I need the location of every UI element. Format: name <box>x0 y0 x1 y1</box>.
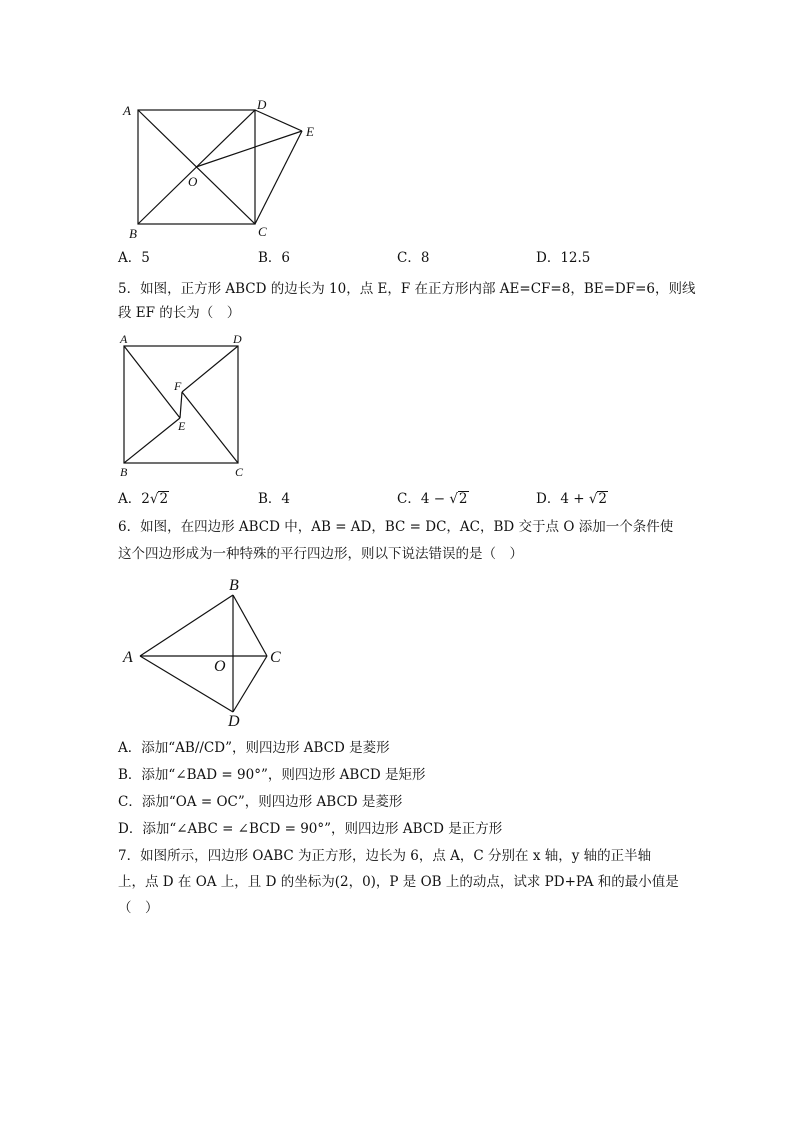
label-b: B <box>120 465 128 479</box>
figure-q4 <box>0 0 794 250</box>
label-b: B <box>229 577 239 594</box>
q6-option-c[interactable]: C．添加“OA = OC”，则四边形 ABCD 是菱形 <box>118 794 403 810</box>
q7-stem-line1: 7．如图所示，四边形 OABC 为正方形，边长为 6，点 A，C 分别在 x 轴，y 轴的正半轴 <box>118 848 652 864</box>
segment-ef <box>180 392 182 418</box>
label-b: B <box>129 226 137 241</box>
q4-option-a[interactable]: A．5 <box>118 250 150 266</box>
q6-stem-line2: 这个四边形成为一种特殊的平行四边形，则以下说法错误的是（ ） <box>118 546 523 562</box>
q5-option-b[interactable]: B．4 <box>258 491 291 507</box>
q5-stem-line1: 5．如图，正方形 ABCD 的边长为 10，点 E，F 在正方形内部 AE=CF=8，BE=DF=6，则线 <box>118 281 696 297</box>
label-e: E <box>178 419 186 433</box>
q5-option-a-coef: 2 <box>141 491 150 507</box>
segment-cf <box>182 392 238 463</box>
segment-ab <box>140 595 233 656</box>
label-a: A <box>120 332 128 346</box>
label-c: C <box>235 465 244 479</box>
label-a: A <box>123 103 131 118</box>
q5-option-c[interactable] <box>397 489 469 509</box>
q6-option-a[interactable]: A．添加“AB//CD”，则四边形 ABCD 是菱形 <box>118 740 390 756</box>
label-f: F <box>174 379 182 393</box>
segment-de <box>255 110 302 131</box>
q7-stem-line3: （ ） <box>118 900 159 916</box>
sqrt-symbol: √2 <box>588 491 608 507</box>
q4-option-d[interactable]: D．12.5 <box>536 250 591 266</box>
label-e: E <box>306 124 314 139</box>
sqrt-symbol: √2 <box>449 491 468 507</box>
q5-option-d-prefix: D．4 + <box>536 491 589 507</box>
figure-q5 <box>0 330 794 480</box>
q5-option-d[interactable] <box>536 489 608 509</box>
segment-be <box>124 418 180 463</box>
label-d: D <box>257 97 267 112</box>
q5-option-c-prefix: C．4 − <box>397 491 450 507</box>
label-d: D <box>228 713 240 730</box>
q4-option-b[interactable]: B．6 <box>258 250 291 266</box>
segment-bc <box>233 595 267 656</box>
label-o: O <box>188 174 198 189</box>
label-a: A <box>123 649 133 666</box>
q4-option-c[interactable]: C．8 <box>397 250 430 266</box>
q5-stem-line2: 段 EF 的长为（ ） <box>118 305 241 321</box>
segment-ae <box>124 346 180 418</box>
q5-option-a[interactable] <box>118 489 169 509</box>
label-o: O <box>214 658 226 675</box>
q5-option-c-radicand: 2 <box>458 491 468 507</box>
q5-option-d-radicand: 2 <box>598 491 608 507</box>
q6-option-b[interactable]: B．添加“∠BAD = 90°”，则四边形 ABCD 是矩形 <box>118 767 426 783</box>
segment-df <box>182 346 238 392</box>
label-c: C <box>258 224 267 239</box>
q6-stem-line1: 6．如图，在四边形 ABCD 中，AB = AD，BC = DC，AC，BD 交于点 O 添加一个条件使 <box>118 519 674 535</box>
q7-stem-line2: 上，点 D 在 OA 上，且 D 的坐标为(2，0)，P 是 OB 上的动点，试求 PD+PA 和的最小值是 <box>118 874 679 890</box>
q5-option-a-radicand: 2 <box>159 491 169 507</box>
segment-dc <box>233 656 267 712</box>
sqrt-symbol: √2 <box>149 491 169 507</box>
figure-q6 <box>0 570 794 730</box>
q5-option-a-prefix: A． <box>118 491 142 507</box>
q6-option-d[interactable]: D．添加“∠ABC = ∠BCD = 90°”，则四边形 ABCD 是正方形 <box>118 821 503 837</box>
label-d: D <box>233 332 242 346</box>
label-c: C <box>270 649 281 666</box>
